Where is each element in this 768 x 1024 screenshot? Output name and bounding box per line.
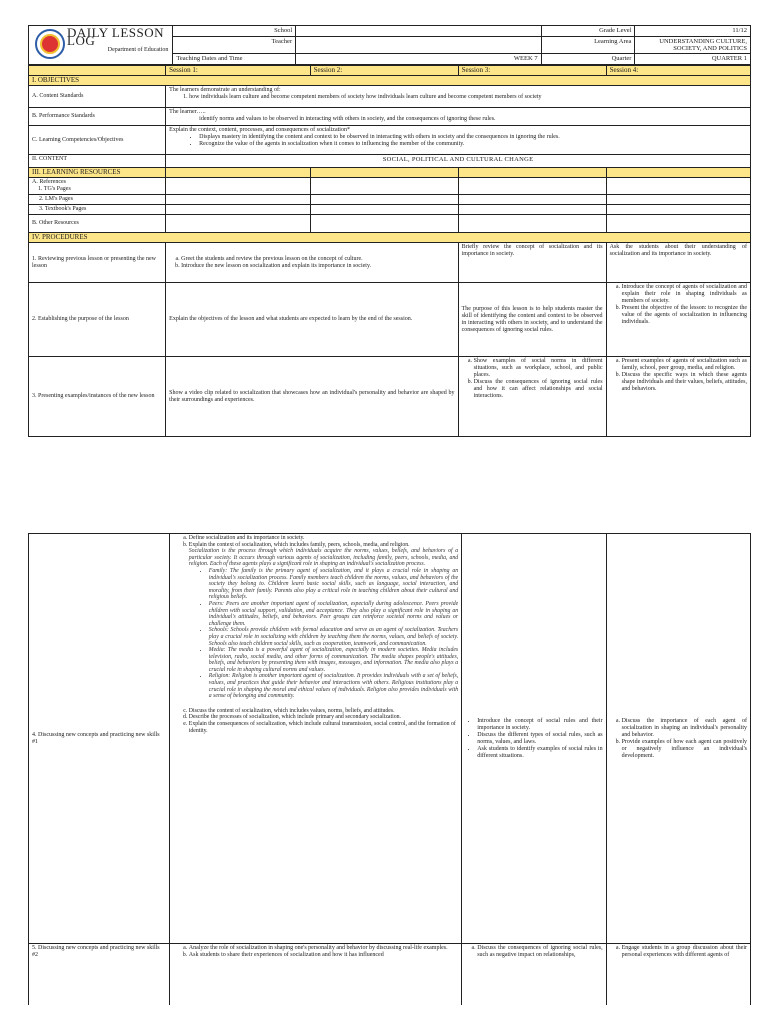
performance-standards-text: The learner….. identify norms and values to be observed in interacting with others in society, and the consequences of ignoring these rules.	[166, 108, 751, 126]
school-label: School	[173, 26, 296, 37]
agent-peers: • Peers: Peers are another important agent of socialization, especially during adolescence. Peers provide children with social support, validation, and acceptance. They also play a significant role in shaping an individual's attitudes, beliefs, and behaviors. Peer groups can reinforce societal norms and values or challenge them.	[209, 601, 458, 627]
procedure-3-session-3: a. Show examples of social norms in different situations, such as workplace, school, and public places. b. Discuss the consequences of ignoring social rules and how it can affect relationships and social interactions.	[458, 357, 606, 437]
procedure-4-session-4: a. Discuss the importance of each agent of socialization in shaping an individual's personality and behavior. b. Provide examples of how each agent can positively or negatively influence an individual's development.	[606, 534, 750, 944]
procedure-2-session-1: Explain the objectives of the lesson and what students are expected to learn by the end of the session.	[166, 283, 458, 357]
agent-media: • Media: The media is a powerful agent of socialization, especially in modern societies. Media includes television, radio, social media, and other forms of communication. The media shapes people's attitudes, beliefs, and behaviors by presenting them with images, messages, and information. The media also plays a crucial role in shaping cultural norms and values.	[209, 647, 458, 673]
socialization-paragraph: Socialization is the process through which individuals acquire the norms, values, beliefs, and behaviors of a particular society. It occurs through various agents of socialization, including family, peers, schools, media, and religion. Each of these agents plays a significant role in shaping an individual's socialization process.	[188, 548, 459, 568]
competency-item: • Recognize the value of the agents in socialization when it comes to influencing the member of the community.	[199, 141, 747, 148]
lesson-table-continued	[28, 533, 751, 1005]
lesson-log-page-1	[28, 25, 751, 468]
content-value: SOCIAL, POLITICAL AND CULTURAL CHANGE	[166, 155, 751, 168]
performance-standards-item: identify norms and values to be observed in interacting with others in society, and the consequences of ignoring these rules.	[199, 116, 496, 122]
textbook-pages-label: 3. Textbook's Pages	[29, 205, 166, 215]
lesson-log-page-2	[28, 533, 751, 1005]
procedure-5-session-4: a. Engage students in a group discussion about their personal experiences with different agents of	[606, 944, 750, 1006]
page-gap	[0, 468, 768, 533]
session-4-header: Session 4:	[606, 66, 750, 76]
content-standards-label: A. Content Standards	[29, 86, 166, 108]
procedure-5-session-3: a. Discuss the consequences of ignoring social rules, such as negative impact on relationships,	[462, 944, 606, 1006]
learning-competencies-label: C. Learning Competencies/Objectives	[29, 126, 166, 155]
teaching-dates-label: Teaching Dates and Time	[173, 54, 296, 65]
teacher-value[interactable]	[296, 37, 541, 54]
agent-family: • Family: The family is the primary agent of socialization, and it plays a crucial role in shaping an individual's socialization process. Family members teach children the norms, values, and behaviors of the society they belong to. Children learn basic social skills, such as language, social interaction, and morality, from their family. Parents also play a critical role in teaching children about their cultural and religious beliefs.	[209, 568, 458, 601]
header-table	[28, 25, 751, 65]
procedure-4-session-1: a. Define socialization and its importance in society. b. Explain the context of socialization, which includes family, peers, schools, media, and religion. Socialization is the process through which individuals acquire the norms, values, beliefs, and behaviors of a particular society. It occurs through various agents of socialization, including family, peers, schools, media, and religion. Each of these agents plays a significant role in shaping an individual's socialization process. • Family: The family is the primary agent of socialization, and it plays a crucial role in shaping an individual's socialization process. Family members teach children the norms, values, and behaviors of the society they belong to. Children learn basic social skills, such as language, social interaction, and morality, from their family. Parents also play a critical role in teaching children about their cultural and religious beliefs. • Peers: Peers are another important agent of socialization, especially during adolescence. Peers provide children with social support, validation, and acceptance. They also play a significant role in shaping an individual's attitudes, beliefs, and behaviors. Peer groups can reinforce societal norms and values or challenge them. • Schools: Schools provide children with formal education and serve as an agent of socialization. Teachers play a crucial role in socializing with children by teaching them the norms, values, and beliefs of society. Schools also teach children social skills, such as cooperation, teamwork, and communication. • Media: The media is a powerful agent of socialization, especially in modern societies. Media includes television, radio, social media, and other forms of communication. The media shapes people's attitudes, beliefs, and behaviors by presenting them with images, messages, and information. The media also plays a crucial role in shaping cultural norms and values. • Religion: Religion is another important agent of socialization. It provides individuals with a set of beliefs, values, and practices that guide their behavior and interactions with others. Religious institutions play a crucial role in shaping the moral and ethical values of individuals. Religion also provides individuals with a sense of belonging and community. c. Discuss the content of socialization, which includes values, norms, beliefs, and attitudes. d. Describe the processes of socialization, which include primary and secondary socialization. e. Explain the consequences of socialization, which include cultural transmission, social control, and the formation of identity.	[169, 534, 461, 944]
content-standards-text: The learners demonstrate an understanding of: 1. how individuals learn culture and become competent members of society how individuals learn culture and become competent members of society	[166, 86, 751, 108]
content-heading: II. CONTENT	[29, 155, 166, 168]
procedures-heading: IV. PROCEDURES	[29, 233, 751, 243]
objectives-heading: I. OBJECTIVES	[29, 76, 751, 86]
performance-standards-label: B. Performance Standards	[29, 108, 166, 126]
grade-level-label: Grade Level	[541, 26, 635, 37]
procedure-5-session-1: a. Analyze the role of socialization in shaping one's personality and behavior by discussing real-life examples. b. Ask students to share their experiences of socialization and how it has influenced	[169, 944, 461, 1006]
references-label: A. References 1. TG's Pages	[29, 178, 166, 195]
procedure-4-session-3: • Introduce the concept of social rules and their importance in society. • Discuss the different types of social rules, such as norms, values, and laws. • Ask students to identify examples of social rules in different situations.	[462, 534, 606, 944]
session-2-header: Session 2:	[310, 66, 458, 76]
document-title: DAILY LESSON LOG	[67, 25, 165, 48]
session-header-row	[29, 66, 751, 76]
procedure-1-session-1: a. Greet the students and review the previous lesson on the concept of culture. b. Introduce the new lesson on socialization and explain its importance in society.	[166, 243, 458, 283]
procedure-1-session-4: Ask the students about their understanding of socialization and its importance in society.	[606, 243, 750, 283]
learning-resources-heading: III. LEARNING RESOURCES	[29, 168, 166, 178]
procedure-2-label: 2. Establishing the purpose of the lesson	[29, 283, 166, 357]
session-3-header: Session 3:	[458, 66, 606, 76]
procedure-2-session-3: The purpose of this lesson is to help students master the skill of identifying the content and context to be observed in interacting with others in society, and to understand the consequences of ignoring social rules.	[458, 283, 606, 357]
session-1-header: Session 1:	[166, 66, 310, 76]
procedure-1-session-3: Briefly review the concept of socialization and its importance in society.	[458, 243, 606, 283]
deped-seal-icon	[35, 29, 65, 59]
procedure-3-label: 3. Presenting examples/instances of the new lesson	[29, 357, 166, 437]
other-resources-label: B. Other Resources	[29, 215, 166, 233]
week-value: WEEK 7	[296, 54, 541, 65]
procedure-1-label: 1. Reviewing previous lesson or presenting the new lesson	[29, 243, 166, 283]
competency-item: • Displays mastery in identifying the content and context to be observed in interacting with others in society and the consequences in ignoring the rules.	[199, 134, 747, 141]
lm-pages-label: 2. LM's Pages	[29, 195, 166, 205]
learning-area-label: Learning Area	[541, 37, 635, 54]
agent-religion: • Religion: Religion is another important agent of socialization. It provides individuals with a set of beliefs, values, and practices that guide their behavior and interactions with others. Religious institutions play a crucial role in shaping the moral and ethical values of individuals. Religion also provides individuals with a sense of belonging and community.	[209, 673, 458, 699]
procedure-4-label: 4. Discussing new concepts and practicing new skills #1	[29, 534, 170, 944]
school-value[interactable]	[296, 26, 541, 37]
quarter-label: Quarter	[541, 54, 635, 65]
procedure-5-label: 5. Discussing new concepts and practicing new skills #2	[29, 944, 170, 1006]
procedure-3-session-4: a. Present examples of agents of socialization such as family, school, peer group, media, and religion. b. Discuss the specific ways in which these agents shape individuals and their values, beliefs, attitudes, and behaviors.	[606, 357, 750, 437]
learning-area-value: UNDERSTANDING CULTURE, SOCIETY, AND POLITICS	[635, 37, 751, 54]
procedure-3-session-1: Show a video clip related to socialization that showcases how an individual's personality and behavior are shaped by their surroundings and experiences.	[166, 357, 458, 437]
content-standards-item: 1. how individuals learn culture and become competent members of society how individuals learn culture and become competent members of society	[189, 94, 747, 101]
lesson-table	[28, 65, 751, 437]
learning-competencies-text: Explain the context, content, processes, and consequences of socialization* • Displays mastery in identifying the content and context to be observed in interacting with others in society and the consequences in ignoring the rules. • Recognize the value of the agents in socialization when it comes to influencing the member of the community.	[166, 126, 751, 155]
header-logo-cell	[29, 26, 173, 65]
agent-schools: • Schools: Schools provide children with formal education and serve as an agent of socialization. Teachers play a crucial role in socializing with children by teaching them the norms, values, and beliefs of society. Schools also teach children social skills, such as cooperation, teamwork, and communication.	[209, 627, 458, 647]
department-label: Department of Education	[107, 47, 169, 53]
procedure-2-session-4: a. Introduce the concept of agents of socialization and explain their role in shaping individuals as members of society. b. Present the objective of the lesson: to recognize the value of the agents of socialization in influencing individuals.	[606, 283, 750, 357]
teacher-label: Teacher	[173, 37, 296, 54]
quarter-value: QUARTER 1	[635, 54, 751, 65]
grade-level-value: 11/12	[635, 26, 751, 37]
